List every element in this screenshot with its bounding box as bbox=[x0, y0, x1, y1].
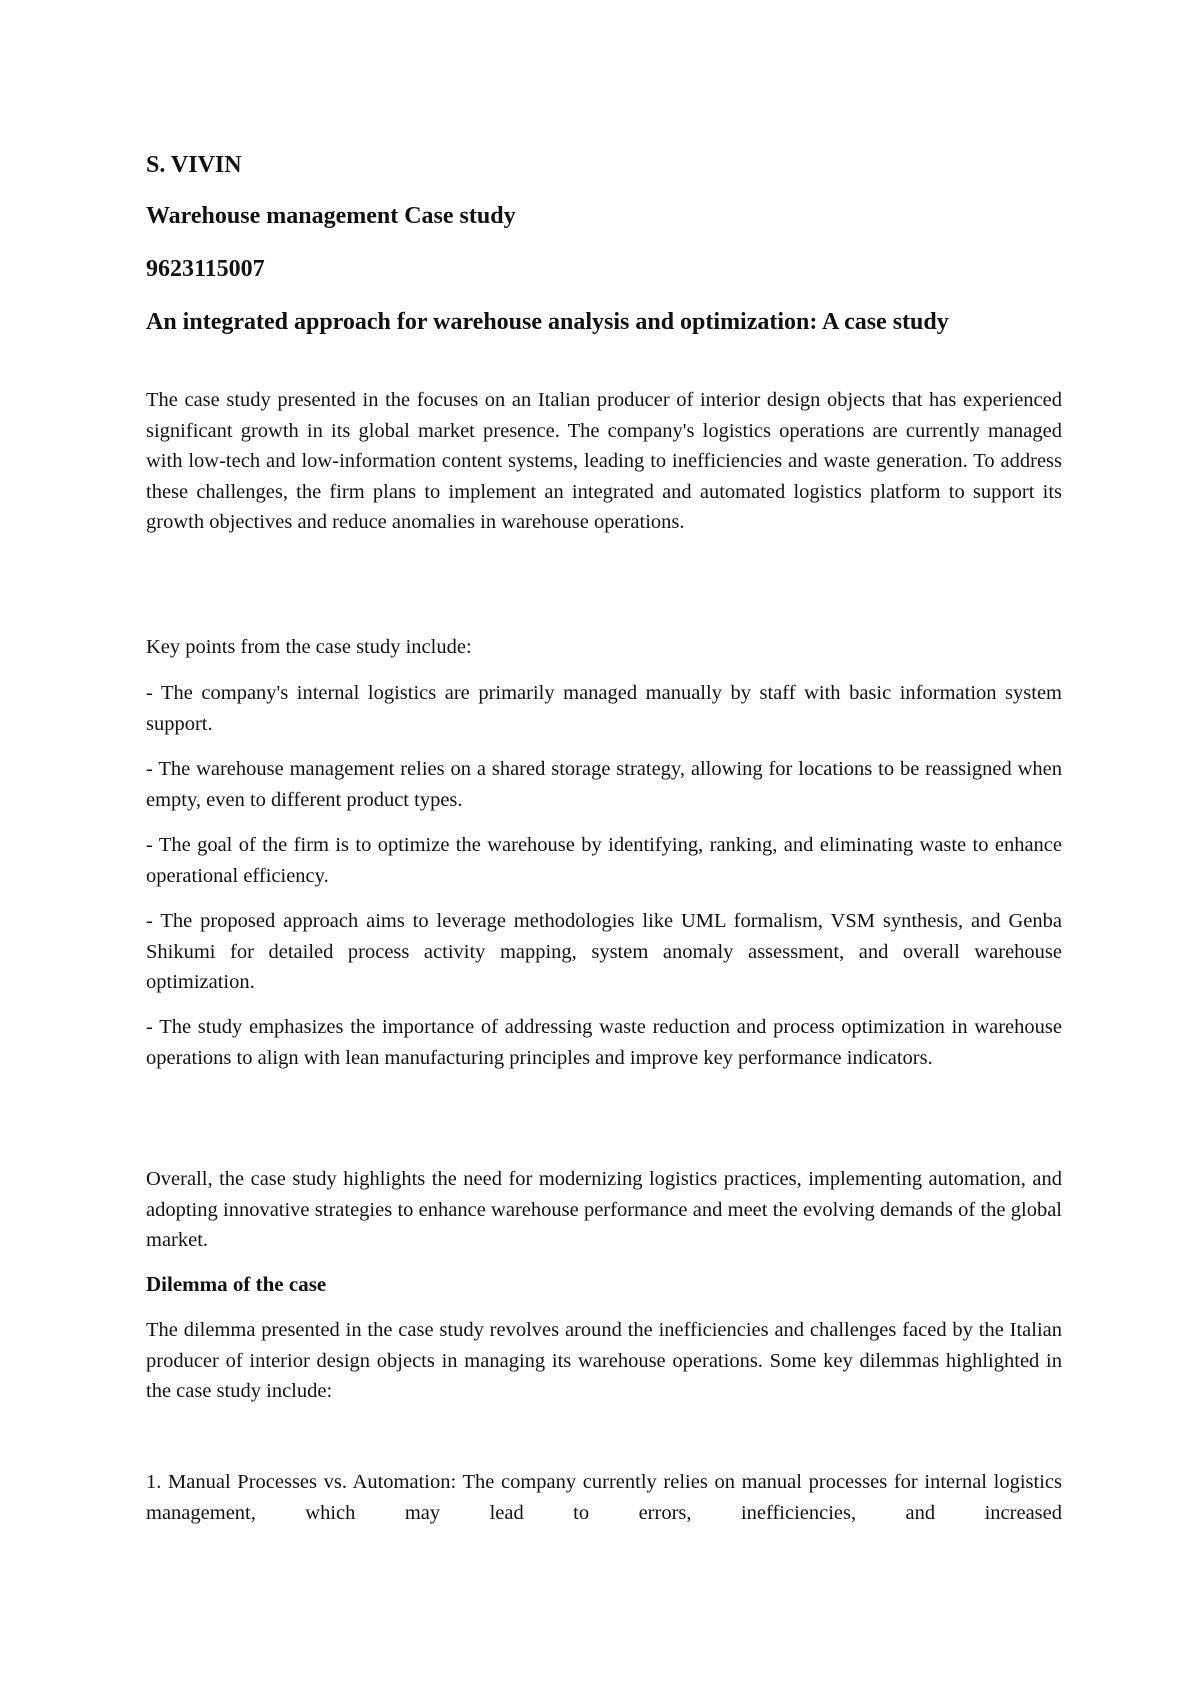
course-title: Warehouse management Case study bbox=[146, 203, 516, 229]
key-points-lead: Key points from the case study include: bbox=[146, 636, 472, 658]
key-point-item: - The study emphasizes the importance of addressing waste reduction and process optimization in warehouse operations to align with lean manufacturing principles and improve key performance indicators. bbox=[146, 1016, 1062, 1069]
author-name: S. VIVIN bbox=[146, 152, 242, 178]
dilemma-heading: Dilemma of the case bbox=[146, 1272, 327, 1296]
key-point-item: - The goal of the firm is to optimize the warehouse by identifying, ranking, and eliminating waste to enhance operational efficiency. bbox=[146, 834, 1062, 887]
key-point-item: - The company's internal logistics are primarily managed manually by staff with basic information system support. bbox=[146, 682, 1062, 735]
document-title: An integrated approach for warehouse analysis and optimization: A case study bbox=[146, 309, 949, 335]
dilemma-item: 1. Manual Processes vs. Automation: The company currently relies on manual processes for internal logistics management, which may lead to errors, inefficiencies, and increased bbox=[146, 1471, 1062, 1524]
key-point-item: - The proposed approach aims to leverage methodologies like UML formalism, VSM synthesis, and Genba Shikumi for detailed process activity mapping, system anomaly assessment, and overall warehouse optimization. bbox=[146, 910, 1062, 993]
key-point-item: - The warehouse management relies on a shared storage strategy, allowing for locations to be reassigned when empty, even to different product types. bbox=[146, 758, 1062, 811]
registration-number: 9623115007 bbox=[146, 256, 265, 282]
overall-paragraph: Overall, the case study highlights the need for modernizing logistics practices, implementing automation, and adopting innovative strategies to enhance warehouse performance and meet the evolving demands of the global market. bbox=[146, 1168, 1062, 1251]
intro-paragraph: The case study presented in the focuses on an Italian producer of interior design objects that has experienced significant growth in its global market presence. The company's logistics operations are currently managed with low-tech and low-information content systems, leading to inefficiencies and waste generation. To address these challenges, the firm plans to implement an integrated and automated logistics platform to support its growth objectives and reduce anomalies in warehouse operations. bbox=[146, 389, 1062, 533]
dilemma-paragraph: The dilemma presented in the case study revolves around the inefficiencies and challenges faced by the Italian producer of interior design objects in managing its warehouse operations. Some key dilemmas highlighted in the case study include: bbox=[146, 1319, 1062, 1402]
